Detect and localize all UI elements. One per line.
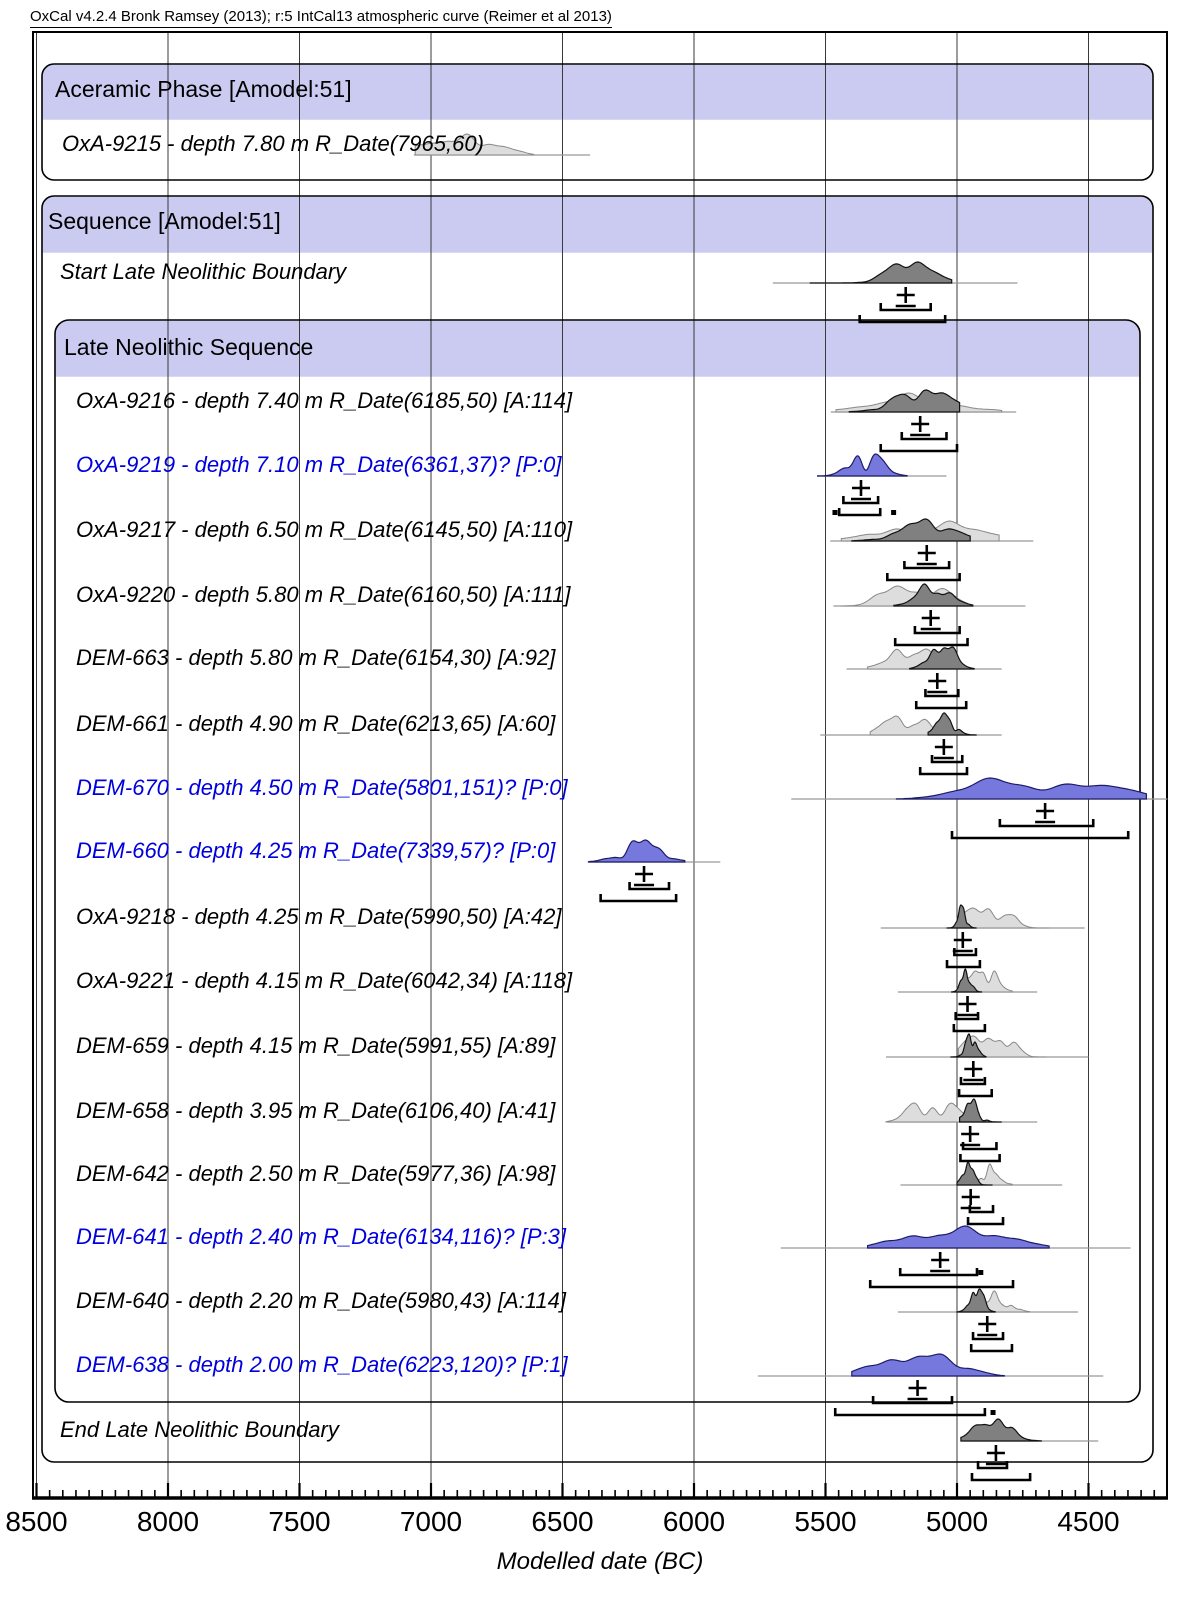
- distribution-row: [886, 1034, 1089, 1096]
- range-dot: [978, 1270, 983, 1275]
- distribution-row: [773, 262, 1018, 322]
- mean-cross: [934, 739, 954, 758]
- axis-tick-label: 5500: [794, 1506, 857, 1537]
- row-label: DEM-661 - depth 4.90 m R_Date(6213,65) [A:60]: [76, 711, 556, 736]
- row-label: DEM-663 - depth 5.80 m R_Date(6154,30) [A:92]: [76, 645, 556, 670]
- row-label: DEM-660 - depth 4.25 m R_Date(7339,57)? [P:0]: [76, 838, 556, 863]
- group-box: [42, 196, 1153, 1462]
- mean-cross: [896, 287, 916, 306]
- mean-cross: [977, 1316, 997, 1335]
- row-label: OxA-9218 - depth 4.25 m R_Date(5990,50) [A:42]: [76, 904, 562, 929]
- probability-curve-dark: [961, 1419, 1041, 1441]
- oxcal-version-header: OxCal v4.2.4 Bronk Ramsey (2013); r:5 IntCal13 atmospheric curve (Reimer et al 2013): [30, 8, 612, 28]
- distribution-row: [587, 840, 720, 901]
- axis-tick-label: 7000: [399, 1506, 463, 1537]
- section-header-sequence: Sequence [Amodel:51]: [48, 208, 281, 234]
- probability-curve-dark: [810, 262, 952, 283]
- distribution-row: [820, 713, 1001, 774]
- row-label: OxA-9219 - depth 7.10 m R_Date(6361,37)? [P:0]: [76, 452, 562, 477]
- range-bracket: [968, 1217, 1003, 1224]
- distribution-row: [830, 519, 1033, 580]
- row-label: OxA-9215 - depth 7.80 m R_Date(7965,60): [62, 131, 484, 156]
- range-bracket: [954, 1024, 985, 1031]
- distribution-row: [818, 454, 947, 515]
- axis-tick-label: 6500: [531, 1506, 594, 1537]
- axis-tick-label: 8500: [5, 1506, 68, 1537]
- mean-cross: [851, 480, 871, 499]
- range-dot: [832, 510, 837, 515]
- axis-tick-label: 7500: [268, 1506, 331, 1537]
- range-bracket: [916, 701, 966, 708]
- range-bracket: [920, 767, 967, 774]
- range-bracket: [860, 315, 945, 322]
- range-bracket: [839, 508, 880, 515]
- distribution-row: [847, 647, 1002, 708]
- distribution-row: [898, 1289, 1078, 1351]
- mean-cross: [930, 1252, 950, 1271]
- probability-curve-light: [957, 908, 1049, 928]
- probability-curve-blue: [868, 1226, 1050, 1248]
- distribution-row: [886, 1099, 1037, 1161]
- mean-cross: [963, 1061, 983, 1080]
- range-bracket: [959, 1089, 992, 1096]
- range-bracket: [601, 894, 676, 901]
- row-label: End Late Neolithic Boundary: [60, 1417, 339, 1442]
- row-label: DEM-640 - depth 2.20 m R_Date(5980,43) [A:114]: [76, 1288, 566, 1313]
- distribution-row: [831, 390, 1016, 451]
- distribution-row: [900, 1162, 1062, 1224]
- range-bracket: [947, 960, 980, 967]
- mean-cross: [908, 1380, 928, 1399]
- range-bracket: [887, 573, 959, 580]
- row-label: Start Late Neolithic Boundary: [60, 259, 347, 284]
- mean-cross: [921, 610, 941, 629]
- probability-curve-dark: [960, 1099, 1002, 1122]
- mean-cross: [910, 416, 930, 435]
- probability-curve-blue: [589, 840, 685, 862]
- distribution-row: [758, 1354, 1103, 1415]
- axis-tick-label: 5000: [925, 1506, 989, 1537]
- mean-cross: [986, 1445, 1006, 1464]
- mean-cross: [1035, 803, 1055, 822]
- row-label: DEM-642 - depth 2.50 m R_Date(5977,36) [A:98]: [76, 1161, 556, 1186]
- distribution-row: [881, 905, 1085, 967]
- row-label: OxA-9221 - depth 4.15 m R_Date(6042,34) [A:118]: [76, 968, 573, 993]
- section-header-aceramic-phase: Aceramic Phase [Amodel:51]: [55, 76, 352, 102]
- range-bracket: [960, 1154, 999, 1161]
- range-bracket: [881, 444, 957, 451]
- mean-cross: [634, 866, 654, 885]
- mean-cross: [958, 996, 978, 1015]
- axis-tick-label: 6000: [662, 1506, 726, 1537]
- probability-curve-dark: [928, 713, 977, 735]
- distribution-row: [791, 778, 1167, 838]
- probability-curve-blue: [818, 454, 907, 476]
- distribution-row: [961, 1419, 1098, 1480]
- row-label: DEM-670 - depth 4.50 m R_Date(5801,151)? [P:0]: [76, 775, 568, 800]
- axis-tick-label: 4500: [1057, 1506, 1120, 1537]
- probability-curve-blue: [852, 1354, 1005, 1376]
- distribution-row: [833, 584, 1025, 645]
- section-header-late-neolithic-sequence: Late Neolithic Sequence: [64, 334, 314, 360]
- mean-cross: [953, 932, 973, 951]
- row-label: OxA-9220 - depth 5.80 m R_Date(6160,50) [A:111]: [76, 582, 571, 607]
- range-bracket: [870, 1280, 1013, 1287]
- row-label: DEM-659 - depth 4.15 m R_Date(5991,55) [A:89]: [76, 1033, 556, 1058]
- mean-cross: [917, 545, 937, 564]
- distribution-row: [898, 969, 1037, 1031]
- x-axis-title: Modelled date (BC): [496, 1548, 704, 1575]
- row-label: OxA-9217 - depth 6.50 m R_Date(6145,50) [A:110]: [76, 517, 573, 542]
- range-bracket: [972, 1473, 1030, 1480]
- range-bracket: [835, 1408, 985, 1415]
- range-dot: [891, 510, 896, 515]
- range-dot: [991, 1410, 996, 1415]
- row-label: DEM-658 - depth 3.95 m R_Date(6106,40) [A:41]: [76, 1098, 556, 1123]
- row-label: DEM-641 - depth 2.40 m R_Date(6134,116)? [P:3]: [76, 1224, 566, 1249]
- mean-cross: [927, 673, 947, 692]
- range-bracket: [971, 1344, 1012, 1351]
- row-label: DEM-638 - depth 2.00 m R_Date(6223,120)? [P:1]: [76, 1352, 568, 1377]
- range-bracket: [952, 831, 1128, 838]
- row-label: OxA-9216 - depth 7.40 m R_Date(6185,50) [A:114]: [76, 388, 573, 413]
- axis-tick-label: 8000: [136, 1506, 200, 1537]
- distribution-row: [781, 1226, 1131, 1287]
- probability-curve-blue: [897, 778, 1147, 799]
